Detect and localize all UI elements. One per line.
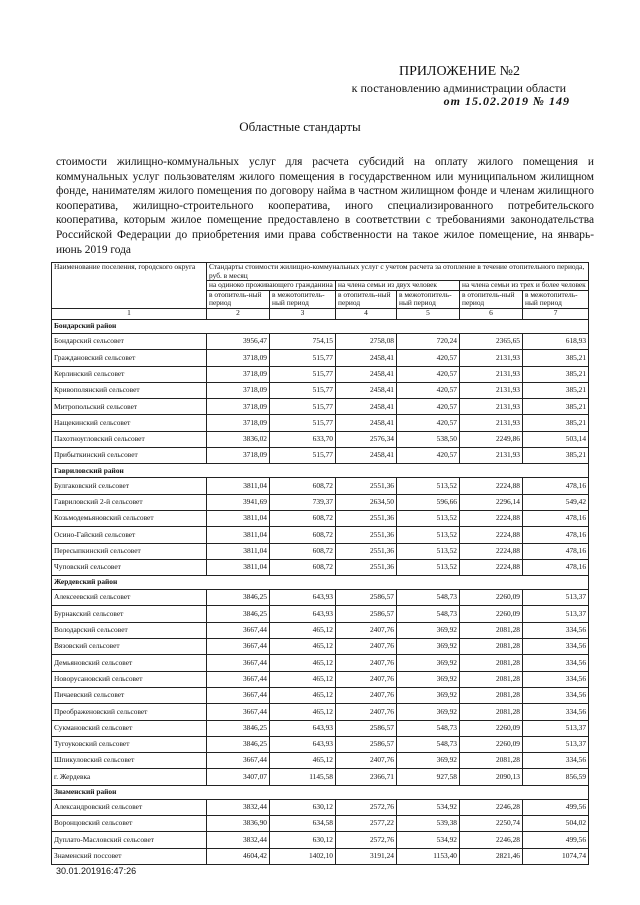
value-cell: 465,12 xyxy=(270,687,336,703)
value-cell: 2081,28 xyxy=(460,687,523,703)
value-cell: 739,37 xyxy=(270,494,336,510)
settlement-name: Алексеевский сельсовет xyxy=(52,590,207,606)
value-cell: 465,12 xyxy=(270,622,336,638)
value-cell: 2458,41 xyxy=(336,448,397,464)
value-cell: 385,21 xyxy=(523,448,589,464)
value-cell: 2458,41 xyxy=(336,415,397,431)
settlement-name: Бурнакский сельсовет xyxy=(52,606,207,622)
table-row xyxy=(52,494,589,510)
table-row xyxy=(52,753,589,769)
settlement-name: Кривополянский сельсовет xyxy=(52,382,207,398)
header-heating-2: в отопитель-ный период xyxy=(336,290,397,308)
value-cell: 3836,90 xyxy=(207,815,270,831)
value-cell: 548,73 xyxy=(397,590,460,606)
value-cell: 1402,10 xyxy=(270,848,336,864)
value-cell: 2131,93 xyxy=(460,382,523,398)
table-row xyxy=(52,333,589,349)
value-cell: 643,93 xyxy=(270,606,336,622)
value-cell: 3667,44 xyxy=(207,704,270,720)
value-cell: 2407,76 xyxy=(336,655,397,671)
value-cell: 334,56 xyxy=(523,753,589,769)
value-cell: 3836,02 xyxy=(207,431,270,447)
value-cell: 633,70 xyxy=(270,431,336,447)
table-row xyxy=(52,655,589,671)
value-cell: 504,02 xyxy=(523,815,589,831)
value-cell: 3718,09 xyxy=(207,382,270,398)
value-cell: 2407,76 xyxy=(336,687,397,703)
value-cell: 2246,28 xyxy=(460,799,523,815)
value-cell: 2458,41 xyxy=(336,366,397,382)
value-cell: 2458,41 xyxy=(336,350,397,366)
table-row xyxy=(52,510,589,526)
table-row xyxy=(52,639,589,655)
value-cell: 513,52 xyxy=(397,559,460,575)
value-cell: 3956,47 xyxy=(207,333,270,349)
value-cell: 3832,44 xyxy=(207,832,270,848)
value-cell: 2081,28 xyxy=(460,655,523,671)
value-cell: 334,56 xyxy=(523,671,589,687)
settlement-name: Преображеновский сельсовет xyxy=(52,704,207,720)
value-cell: 2634,50 xyxy=(336,494,397,510)
value-cell: 2551,36 xyxy=(336,478,397,494)
header-standards: Стандарты стоимости жилищно-коммунальных услуг с учетом расчета за отопление в течение отопительного периода, руб. в месяц xyxy=(207,263,589,281)
value-cell: 2407,76 xyxy=(336,671,397,687)
value-cell: 420,57 xyxy=(397,415,460,431)
value-cell: 478,16 xyxy=(523,478,589,494)
value-cell: 2407,76 xyxy=(336,753,397,769)
header-group-two: на члена семьи из двух человек xyxy=(336,281,460,291)
value-cell: 420,57 xyxy=(397,399,460,415)
value-cell: 3846,25 xyxy=(207,606,270,622)
table-row xyxy=(52,687,589,703)
table-row xyxy=(52,848,589,864)
value-cell: 643,93 xyxy=(270,590,336,606)
value-cell: 2131,93 xyxy=(460,366,523,382)
district-row xyxy=(52,464,589,478)
value-cell: 2366,71 xyxy=(336,769,397,785)
settlement-name: Новорусановский сельсовет xyxy=(52,671,207,687)
column-number: 2 xyxy=(207,308,270,319)
settlement-name: Козьмодемьяновский сельсовет xyxy=(52,510,207,526)
value-cell: 2090,13 xyxy=(460,769,523,785)
header-interheating-2: в межотопитель-ный период xyxy=(397,290,460,308)
value-cell: 3811,04 xyxy=(207,510,270,526)
value-cell: 334,56 xyxy=(523,622,589,638)
value-cell: 515,77 xyxy=(270,415,336,431)
value-cell: 3667,44 xyxy=(207,671,270,687)
value-cell: 2407,76 xyxy=(336,704,397,720)
settlement-name: Тугоуковский сельсовет xyxy=(52,736,207,752)
settlement-name: Булгаковский сельсовет xyxy=(52,478,207,494)
value-cell: 856,59 xyxy=(523,769,589,785)
value-cell: 2577,22 xyxy=(336,815,397,831)
value-cell: 2131,93 xyxy=(460,415,523,431)
intro-paragraph: стоимости жилищно-коммунальных услуг для расчета субсидий на оплату жилого помещения и коммунальных услуг пользователям жилого помещения в государственном или муниципальном жилищном фонде, нанимателям жилого помещения по договору найма в частном жилищном фонде и членам жилищного кооператива, жилищно-строительного кооператива, иного специализированного потребительского кооператива, которым жилое помещение предоставлено в соответствии с требованиями законодательства Российской Федерации до приобретения ими права собственности на такое жилое помещение, на январь-июнь 2019 года xyxy=(56,156,594,256)
decree-reference: к постановлению администрации области xyxy=(351,81,566,95)
value-cell: 2407,76 xyxy=(336,639,397,655)
value-cell: 369,92 xyxy=(397,622,460,638)
value-cell: 3832,44 xyxy=(207,799,270,815)
value-cell: 643,93 xyxy=(270,720,336,736)
value-cell: 548,73 xyxy=(397,606,460,622)
table-row xyxy=(52,382,589,398)
value-cell: 2365,65 xyxy=(460,333,523,349)
value-cell: 3718,09 xyxy=(207,448,270,464)
value-cell: 3846,25 xyxy=(207,590,270,606)
value-cell: 927,58 xyxy=(397,769,460,785)
value-cell: 2572,76 xyxy=(336,832,397,848)
value-cell: 754,15 xyxy=(270,333,336,349)
value-cell: 3811,04 xyxy=(207,527,270,543)
value-cell: 3667,44 xyxy=(207,622,270,638)
value-cell: 2224,88 xyxy=(460,543,523,559)
table-row xyxy=(52,720,589,736)
settlement-name: Пахотноугловский сельсовет xyxy=(52,431,207,447)
value-cell: 2081,28 xyxy=(460,622,523,638)
value-cell: 608,72 xyxy=(270,559,336,575)
settlement-name: Пересыпкинский сельсовет xyxy=(52,543,207,559)
value-cell: 420,57 xyxy=(397,382,460,398)
settlement-name: Керлинский сельсовет xyxy=(52,366,207,382)
value-cell: 2224,88 xyxy=(460,510,523,526)
value-cell: 2576,34 xyxy=(336,431,397,447)
header-heating-3: в отопитель-ный период xyxy=(460,290,523,308)
value-cell: 643,93 xyxy=(270,736,336,752)
value-cell: 3718,09 xyxy=(207,415,270,431)
district-row xyxy=(52,785,589,799)
settlement-name: Митропольский сельсовет xyxy=(52,399,207,415)
value-cell: 2250,74 xyxy=(460,815,523,831)
value-cell: 513,37 xyxy=(523,606,589,622)
value-cell: 513,37 xyxy=(523,590,589,606)
value-cell: 513,52 xyxy=(397,478,460,494)
value-cell: 538,50 xyxy=(397,431,460,447)
header-group-single: на одиноко проживающего гражданина xyxy=(207,281,336,291)
value-cell: 2249,86 xyxy=(460,431,523,447)
value-cell: 385,21 xyxy=(523,366,589,382)
value-cell: 2407,76 xyxy=(336,622,397,638)
value-cell: 4604,42 xyxy=(207,848,270,864)
value-cell: 2131,93 xyxy=(460,399,523,415)
value-cell: 548,73 xyxy=(397,720,460,736)
table-row xyxy=(52,448,589,464)
district-row xyxy=(52,319,589,333)
settlement-name: Александровский сельсовет xyxy=(52,799,207,815)
column-number: 5 xyxy=(397,308,460,319)
value-cell: 3667,44 xyxy=(207,639,270,655)
value-cell: 720,24 xyxy=(397,333,460,349)
table-row xyxy=(52,543,589,559)
value-cell: 513,37 xyxy=(523,736,589,752)
value-cell: 3846,25 xyxy=(207,720,270,736)
value-cell: 549,42 xyxy=(523,494,589,510)
value-cell: 369,92 xyxy=(397,655,460,671)
standards-table xyxy=(51,262,589,865)
header-interheating-1: в межотопитель-ный период xyxy=(270,290,336,308)
value-cell: 369,92 xyxy=(397,687,460,703)
value-cell: 369,92 xyxy=(397,639,460,655)
column-number: 6 xyxy=(460,308,523,319)
value-cell: 334,56 xyxy=(523,655,589,671)
column-numbers-row xyxy=(52,308,589,319)
district-name: Жердевский район xyxy=(52,576,589,590)
table-row xyxy=(52,622,589,638)
value-cell: 465,12 xyxy=(270,639,336,655)
value-cell: 2551,36 xyxy=(336,543,397,559)
table-row xyxy=(52,590,589,606)
table-row xyxy=(52,832,589,848)
table-row xyxy=(52,799,589,815)
value-cell: 385,21 xyxy=(523,415,589,431)
value-cell: 3941,69 xyxy=(207,494,270,510)
settlement-name: Володарский сельсовет xyxy=(52,622,207,638)
column-number: 1 xyxy=(52,308,207,319)
value-cell: 2224,88 xyxy=(460,559,523,575)
value-cell: 2260,09 xyxy=(460,606,523,622)
settlement-name: Сукмановский сельсовет xyxy=(52,720,207,736)
value-cell: 478,16 xyxy=(523,543,589,559)
value-cell: 420,57 xyxy=(397,448,460,464)
table-row xyxy=(52,527,589,543)
value-cell: 385,21 xyxy=(523,399,589,415)
settlement-name: Граждановский сельсовет xyxy=(52,350,207,366)
value-cell: 2586,57 xyxy=(336,590,397,606)
table-row xyxy=(52,478,589,494)
column-number: 4 xyxy=(336,308,397,319)
value-cell: 2224,88 xyxy=(460,527,523,543)
value-cell: 385,21 xyxy=(523,350,589,366)
value-cell: 369,92 xyxy=(397,671,460,687)
column-number: 3 xyxy=(270,308,336,319)
value-cell: 499,56 xyxy=(523,832,589,848)
value-cell: 385,21 xyxy=(523,382,589,398)
value-cell: 548,73 xyxy=(397,736,460,752)
value-cell: 3667,44 xyxy=(207,753,270,769)
header-interheating-3: в межотопитель-ный период xyxy=(523,290,589,308)
value-cell: 2260,09 xyxy=(460,736,523,752)
table-row xyxy=(52,671,589,687)
header-heating-1: в отопитель-ный период xyxy=(207,290,270,308)
decree-handwritten-date: от 15.02.2019 № 149 xyxy=(443,94,570,108)
district-name: Бондарский район xyxy=(52,319,589,333)
footer-timestamp: 30.01.201916:47:26 xyxy=(56,866,137,876)
value-cell: 515,77 xyxy=(270,366,336,382)
value-cell: 3718,09 xyxy=(207,366,270,382)
value-cell: 2586,57 xyxy=(336,720,397,736)
value-cell: 2458,41 xyxy=(336,382,397,398)
value-cell: 2081,28 xyxy=(460,753,523,769)
value-cell: 513,52 xyxy=(397,527,460,543)
value-cell: 2551,36 xyxy=(336,559,397,575)
appendix-label: ПРИЛОЖЕНИЕ №2 xyxy=(399,64,520,79)
value-cell: 465,12 xyxy=(270,704,336,720)
value-cell: 2551,36 xyxy=(336,527,397,543)
value-cell: 608,72 xyxy=(270,527,336,543)
district-name: Знаменский район xyxy=(52,785,589,799)
settlement-name: Бондарский сельсовет xyxy=(52,333,207,349)
settlement-name: Шпикуловский сельсовет xyxy=(52,753,207,769)
value-cell: 334,56 xyxy=(523,639,589,655)
value-cell: 2081,28 xyxy=(460,671,523,687)
value-cell: 3191,24 xyxy=(336,848,397,864)
value-cell: 499,56 xyxy=(523,799,589,815)
table-row xyxy=(52,769,589,785)
settlement-name: Знаменский поссовет xyxy=(52,848,207,864)
value-cell: 2246,28 xyxy=(460,832,523,848)
value-cell: 3718,09 xyxy=(207,350,270,366)
settlement-name: Пичаевский сельсовет xyxy=(52,687,207,703)
table-row xyxy=(52,350,589,366)
value-cell: 478,16 xyxy=(523,559,589,575)
value-cell: 515,77 xyxy=(270,399,336,415)
value-cell: 608,72 xyxy=(270,478,336,494)
value-cell: 2081,28 xyxy=(460,704,523,720)
district-row xyxy=(52,576,589,590)
value-cell: 630,12 xyxy=(270,832,336,848)
value-cell: 3811,04 xyxy=(207,559,270,575)
table-row xyxy=(52,399,589,415)
settlement-name: Прибыткинский сельсовет xyxy=(52,448,207,464)
value-cell: 2260,09 xyxy=(460,590,523,606)
value-cell: 2758,08 xyxy=(336,333,397,349)
settlement-name: Дуплато-Масловский сельсовет xyxy=(52,832,207,848)
value-cell: 3407,07 xyxy=(207,769,270,785)
value-cell: 2586,57 xyxy=(336,736,397,752)
value-cell: 465,12 xyxy=(270,753,336,769)
value-cell: 3811,04 xyxy=(207,543,270,559)
value-cell: 2572,76 xyxy=(336,799,397,815)
value-cell: 2260,09 xyxy=(460,720,523,736)
settlement-name: Демьяновский сельсовет xyxy=(52,655,207,671)
value-cell: 2458,41 xyxy=(336,399,397,415)
table-row xyxy=(52,606,589,622)
table-row xyxy=(52,415,589,431)
settlement-name: Нащекинский сельсовет xyxy=(52,415,207,431)
value-cell: 334,56 xyxy=(523,687,589,703)
settlement-name: г. Жердевка xyxy=(52,769,207,785)
table-row xyxy=(52,431,589,447)
value-cell: 478,16 xyxy=(523,510,589,526)
value-cell: 2586,57 xyxy=(336,606,397,622)
table-row xyxy=(52,815,589,831)
value-cell: 334,56 xyxy=(523,704,589,720)
value-cell: 608,72 xyxy=(270,510,336,526)
value-cell: 2081,28 xyxy=(460,639,523,655)
value-cell: 2131,93 xyxy=(460,350,523,366)
value-cell: 513,52 xyxy=(397,543,460,559)
value-cell: 513,52 xyxy=(397,510,460,526)
value-cell: 3811,04 xyxy=(207,478,270,494)
value-cell: 2551,36 xyxy=(336,510,397,526)
table-row xyxy=(52,559,589,575)
value-cell: 503,14 xyxy=(523,431,589,447)
document-title: Областные стандарты xyxy=(239,119,361,134)
value-cell: 465,12 xyxy=(270,671,336,687)
value-cell: 513,37 xyxy=(523,720,589,736)
value-cell: 369,92 xyxy=(397,704,460,720)
value-cell: 2224,88 xyxy=(460,478,523,494)
value-cell: 630,12 xyxy=(270,799,336,815)
value-cell: 515,77 xyxy=(270,350,336,366)
value-cell: 1074,74 xyxy=(523,848,589,864)
value-cell: 596,66 xyxy=(397,494,460,510)
value-cell: 534,92 xyxy=(397,832,460,848)
header-settlement: Наименование поселения, городского округа xyxy=(52,263,207,309)
value-cell: 478,16 xyxy=(523,527,589,543)
value-cell: 3667,44 xyxy=(207,687,270,703)
table-row xyxy=(52,366,589,382)
value-cell: 2296,14 xyxy=(460,494,523,510)
settlement-name: Чуповский сельсовет xyxy=(52,559,207,575)
value-cell: 1145,58 xyxy=(270,769,336,785)
value-cell: 420,57 xyxy=(397,366,460,382)
value-cell: 3718,09 xyxy=(207,399,270,415)
value-cell: 420,57 xyxy=(397,350,460,366)
value-cell: 2131,93 xyxy=(460,448,523,464)
value-cell: 465,12 xyxy=(270,655,336,671)
value-cell: 1153,40 xyxy=(397,848,460,864)
value-cell: 634,58 xyxy=(270,815,336,831)
value-cell: 608,72 xyxy=(270,543,336,559)
value-cell: 515,77 xyxy=(270,382,336,398)
value-cell: 515,77 xyxy=(270,448,336,464)
value-cell: 369,92 xyxy=(397,753,460,769)
value-cell: 539,38 xyxy=(397,815,460,831)
value-cell: 2821,46 xyxy=(460,848,523,864)
district-name: Гавриловский район xyxy=(52,464,589,478)
settlement-name: Вязовский сельсовет xyxy=(52,639,207,655)
value-cell: 618,93 xyxy=(523,333,589,349)
header-group-three: на члена семьи из трех и более человек xyxy=(460,281,589,291)
value-cell: 3667,44 xyxy=(207,655,270,671)
value-cell: 534,92 xyxy=(397,799,460,815)
column-number: 7 xyxy=(523,308,589,319)
value-cell: 3846,25 xyxy=(207,736,270,752)
table-body xyxy=(52,319,589,864)
settlement-name: Осино-Гайский сельсовет xyxy=(52,527,207,543)
settlement-name: Гавриловский 2-й сельсовет xyxy=(52,494,207,510)
table-row xyxy=(52,736,589,752)
table-row xyxy=(52,704,589,720)
settlement-name: Воронцовский сельсовет xyxy=(52,815,207,831)
